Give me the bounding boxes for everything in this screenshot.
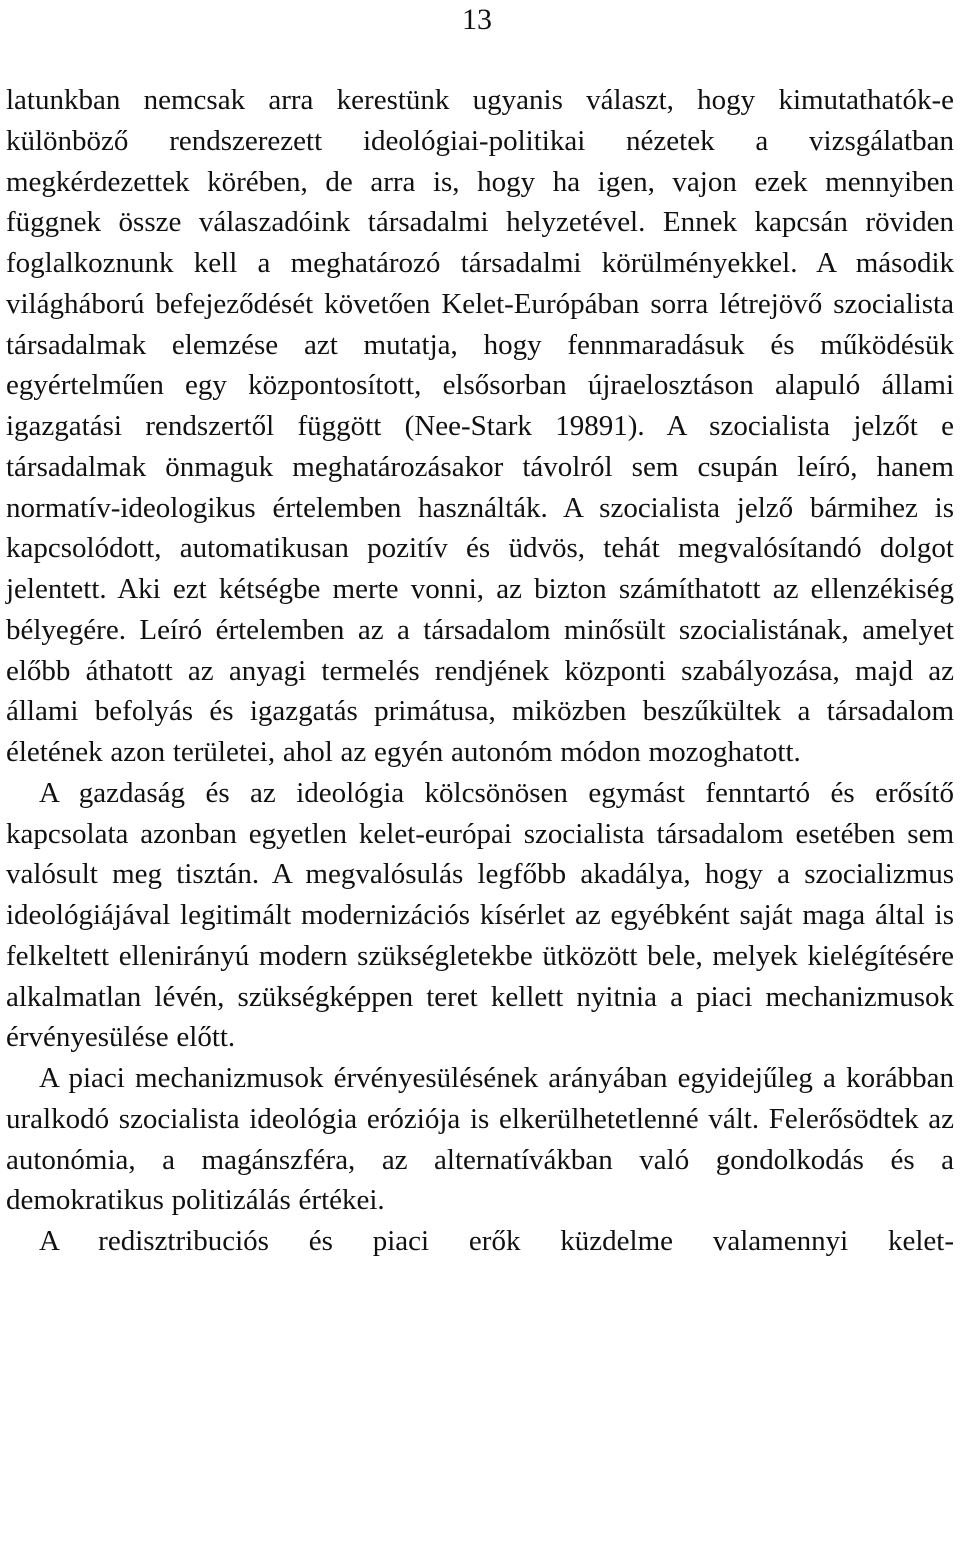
paragraph: A redisztribuciós és piaci erők küzdelme valamennyi kelet- [39, 1225, 954, 1257]
paragraph: A piaci mechanizmusok érvényesülésének arányában egyidejűleg a korábban uralkodó szocialista ideológia eróziója is elkerülhetetlenné vált. Felerősödtek az autonómia, a magánszféra, az alternatívákban való gondolkodás és a demokratikus politizálás értékei. [6, 1062, 954, 1217]
paragraph: latunkban nemcsak arra kerestünk ugyanis választ, hogy kimutathatók-e különböző rendszerezett ideológiai-politikai nézetek a vizsgálatban megkérdezettek körében, de arra is, hogy ha igen, vajon ezek mennyiben függnek össze válaszadóink társadalmi helyzetével. Ennek kapcsán röviden foglalkoznunk kell a meghatározó társadalmi körülményekkel. A második világháború befejeződését követően Kelet-Európában sorra létrejövő szocialista társadalmak elemzése azt mutatja, hogy fennmaradásuk és működésük egyértelműen egy központosított, elsősorban újraelosztáson alapuló állami igazgatási rendszertől függött (Nee-Stark 19891). A szocialista jelzőt e társadalmak önmaguk meghatározásakor távolról sem csupán leíró, hanem normatív-ideologikus értelemben használták. A szocialista jelző bármihez is kapcsolódott, automatikusan pozitív és üdvös, tehát megvalósítandó dolgot jelentett. Aki ezt kétségbe merte vonni, az bizton számíthatott az ellenzékiség bélyegére. Leíró értelemben az a társadalom minősült szocialistának, amelyet előbb áthatott az anyagi termelés rendjének központi szabályozása, majd az állami befolyás és igazgatás primátusa, miközben beszűkültek a társadalom életének azon területei, ahol az egyén autonóm módon mozoghatott. [6, 84, 954, 768]
paragraph: A gazdaság és az ideológia kölcsönösen egymást fenntartó és erősítő kapcsolata azonban egyetlen kelet-európai szocialista társadalom esetében sem valósult meg tisztán. A megvalósulás legfőbb akadálya, hogy a szocializmus ideológiájával legitimált modernizációs kísérlet az egyébként saját maga által is felkeltett ellenirányú modern szükségletekbe ütközött bele, melyek kielégítésére alkalmatlan lévén, szükségképpen teret kellett nyitnia a piaci mechanizmusok érvényesülése előtt. [6, 776, 954, 1054]
text-body [6, 80, 954, 1262]
page-number: 13 [462, 3, 492, 36]
